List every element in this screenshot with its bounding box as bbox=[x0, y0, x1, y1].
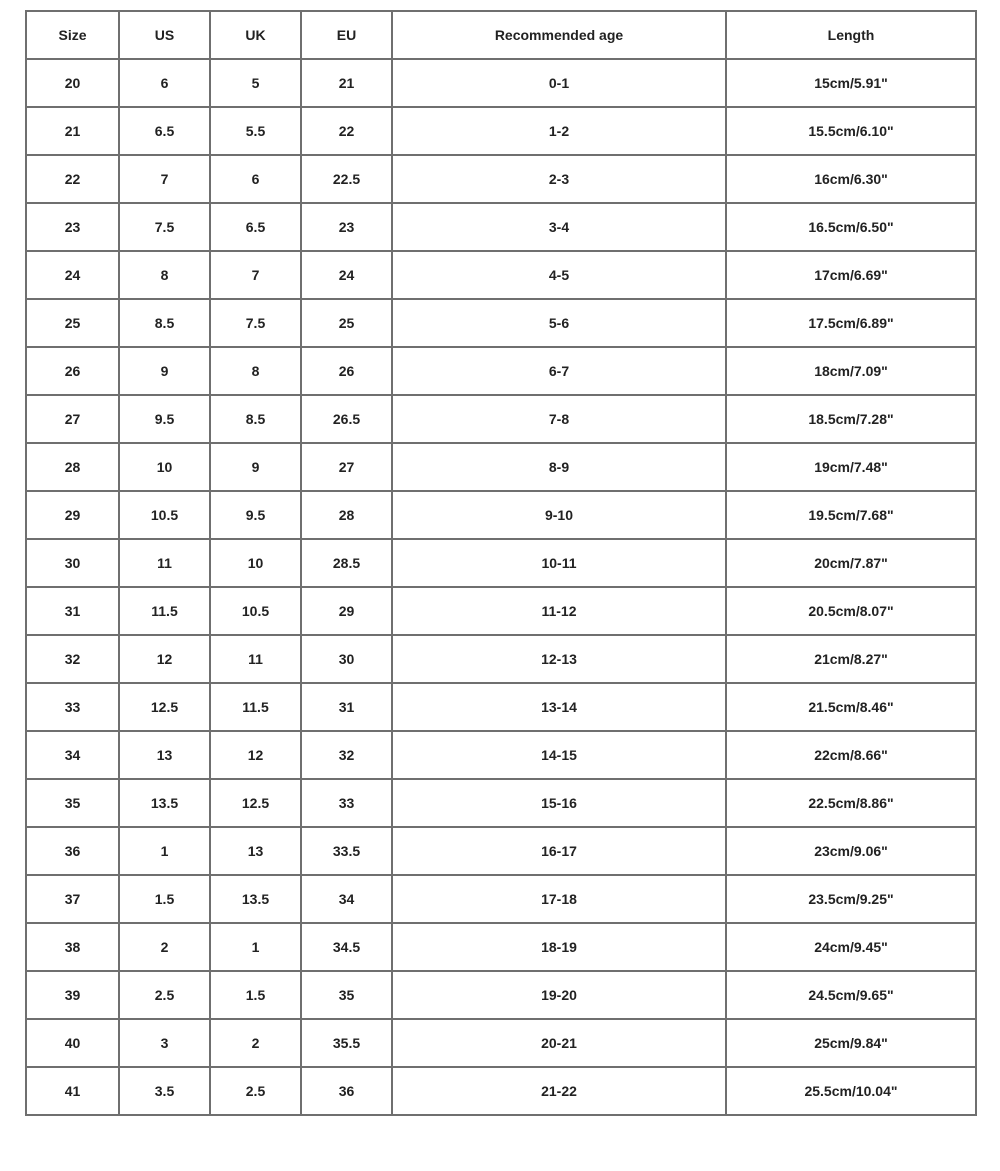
header-length: Length bbox=[726, 11, 976, 59]
size-cell: 22 bbox=[26, 155, 119, 203]
size-cell: 26 bbox=[26, 347, 119, 395]
length-cell: 17.5cm/6.89" bbox=[726, 299, 976, 347]
table-row bbox=[26, 971, 976, 1019]
length-cell: 15cm/5.91" bbox=[726, 59, 976, 107]
recommended-age-cell: 15-16 bbox=[392, 779, 726, 827]
eu-cell: 25 bbox=[301, 299, 392, 347]
table-row bbox=[26, 347, 976, 395]
uk-cell: 5.5 bbox=[210, 107, 301, 155]
us-cell: 1 bbox=[119, 827, 210, 875]
eu-cell: 33 bbox=[301, 779, 392, 827]
length-cell: 16cm/6.30" bbox=[726, 155, 976, 203]
header-uk: UK bbox=[210, 11, 301, 59]
size-cell: 29 bbox=[26, 491, 119, 539]
size-cell: 31 bbox=[26, 587, 119, 635]
recommended-age-cell: 8-9 bbox=[392, 443, 726, 491]
length-cell: 22cm/8.66" bbox=[726, 731, 976, 779]
us-cell: 9 bbox=[119, 347, 210, 395]
size-cell: 36 bbox=[26, 827, 119, 875]
table-row bbox=[26, 299, 976, 347]
us-cell: 1.5 bbox=[119, 875, 210, 923]
length-cell: 22.5cm/8.86" bbox=[726, 779, 976, 827]
eu-cell: 29 bbox=[301, 587, 392, 635]
size-cell: 37 bbox=[26, 875, 119, 923]
length-cell: 19cm/7.48" bbox=[726, 443, 976, 491]
us-cell: 6.5 bbox=[119, 107, 210, 155]
us-cell: 9.5 bbox=[119, 395, 210, 443]
uk-cell: 13.5 bbox=[210, 875, 301, 923]
eu-cell: 26 bbox=[301, 347, 392, 395]
us-cell: 12.5 bbox=[119, 683, 210, 731]
eu-cell: 31 bbox=[301, 683, 392, 731]
eu-cell: 21 bbox=[301, 59, 392, 107]
length-cell: 19.5cm/7.68" bbox=[726, 491, 976, 539]
size-cell: 41 bbox=[26, 1067, 119, 1115]
table-row bbox=[26, 539, 976, 587]
table-row bbox=[26, 683, 976, 731]
us-cell: 2.5 bbox=[119, 971, 210, 1019]
uk-cell: 12.5 bbox=[210, 779, 301, 827]
uk-cell: 2.5 bbox=[210, 1067, 301, 1115]
size-cell: 24 bbox=[26, 251, 119, 299]
length-cell: 23cm/9.06" bbox=[726, 827, 976, 875]
recommended-age-cell: 16-17 bbox=[392, 827, 726, 875]
eu-cell: 35.5 bbox=[301, 1019, 392, 1067]
us-cell: 11 bbox=[119, 539, 210, 587]
eu-cell: 33.5 bbox=[301, 827, 392, 875]
recommended-age-cell: 20-21 bbox=[392, 1019, 726, 1067]
uk-cell: 7 bbox=[210, 251, 301, 299]
recommended-age-cell: 0-1 bbox=[392, 59, 726, 107]
eu-cell: 23 bbox=[301, 203, 392, 251]
table-row bbox=[26, 875, 976, 923]
recommended-age-cell: 21-22 bbox=[392, 1067, 726, 1115]
eu-cell: 32 bbox=[301, 731, 392, 779]
length-cell: 21.5cm/8.46" bbox=[726, 683, 976, 731]
size-cell: 33 bbox=[26, 683, 119, 731]
size-cell: 25 bbox=[26, 299, 119, 347]
us-cell: 8.5 bbox=[119, 299, 210, 347]
recommended-age-cell: 17-18 bbox=[392, 875, 726, 923]
eu-cell: 22 bbox=[301, 107, 392, 155]
table-row bbox=[26, 251, 976, 299]
length-cell: 24.5cm/9.65" bbox=[726, 971, 976, 1019]
eu-cell: 34.5 bbox=[301, 923, 392, 971]
uk-cell: 12 bbox=[210, 731, 301, 779]
table-row bbox=[26, 203, 976, 251]
size-chart-table bbox=[25, 10, 977, 1116]
eu-cell: 28.5 bbox=[301, 539, 392, 587]
uk-cell: 1.5 bbox=[210, 971, 301, 1019]
eu-cell: 27 bbox=[301, 443, 392, 491]
recommended-age-cell: 6-7 bbox=[392, 347, 726, 395]
uk-cell: 1 bbox=[210, 923, 301, 971]
header-size: Size bbox=[26, 11, 119, 59]
header-recommended-age: Recommended age bbox=[392, 11, 726, 59]
uk-cell: 7.5 bbox=[210, 299, 301, 347]
uk-cell: 2 bbox=[210, 1019, 301, 1067]
size-cell: 32 bbox=[26, 635, 119, 683]
eu-cell: 26.5 bbox=[301, 395, 392, 443]
uk-cell: 9.5 bbox=[210, 491, 301, 539]
recommended-age-cell: 18-19 bbox=[392, 923, 726, 971]
uk-cell: 13 bbox=[210, 827, 301, 875]
size-cell: 39 bbox=[26, 971, 119, 1019]
recommended-age-cell: 11-12 bbox=[392, 587, 726, 635]
size-cell: 30 bbox=[26, 539, 119, 587]
size-cell: 34 bbox=[26, 731, 119, 779]
size-cell: 21 bbox=[26, 107, 119, 155]
us-cell: 3.5 bbox=[119, 1067, 210, 1115]
us-cell: 10 bbox=[119, 443, 210, 491]
length-cell: 25cm/9.84" bbox=[726, 1019, 976, 1067]
uk-cell: 6.5 bbox=[210, 203, 301, 251]
size-cell: 27 bbox=[26, 395, 119, 443]
us-cell: 11.5 bbox=[119, 587, 210, 635]
eu-cell: 36 bbox=[301, 1067, 392, 1115]
recommended-age-cell: 12-13 bbox=[392, 635, 726, 683]
uk-cell: 6 bbox=[210, 155, 301, 203]
recommended-age-cell: 7-8 bbox=[392, 395, 726, 443]
table-row bbox=[26, 827, 976, 875]
recommended-age-cell: 14-15 bbox=[392, 731, 726, 779]
us-cell: 7 bbox=[119, 155, 210, 203]
us-cell: 2 bbox=[119, 923, 210, 971]
table-row bbox=[26, 395, 976, 443]
header-us: US bbox=[119, 11, 210, 59]
eu-cell: 28 bbox=[301, 491, 392, 539]
us-cell: 8 bbox=[119, 251, 210, 299]
uk-cell: 9 bbox=[210, 443, 301, 491]
eu-cell: 35 bbox=[301, 971, 392, 1019]
recommended-age-cell: 9-10 bbox=[392, 491, 726, 539]
length-cell: 18.5cm/7.28" bbox=[726, 395, 976, 443]
table-row bbox=[26, 779, 976, 827]
us-cell: 13.5 bbox=[119, 779, 210, 827]
uk-cell: 8 bbox=[210, 347, 301, 395]
us-cell: 12 bbox=[119, 635, 210, 683]
table-row bbox=[26, 155, 976, 203]
eu-cell: 24 bbox=[301, 251, 392, 299]
size-cell: 28 bbox=[26, 443, 119, 491]
eu-cell: 34 bbox=[301, 875, 392, 923]
uk-cell: 11 bbox=[210, 635, 301, 683]
recommended-age-cell: 5-6 bbox=[392, 299, 726, 347]
table-row bbox=[26, 1067, 976, 1115]
table-row bbox=[26, 107, 976, 155]
size-cell: 40 bbox=[26, 1019, 119, 1067]
table-row bbox=[26, 1019, 976, 1067]
table-row bbox=[26, 731, 976, 779]
table-row bbox=[26, 59, 976, 107]
size-cell: 35 bbox=[26, 779, 119, 827]
uk-cell: 10 bbox=[210, 539, 301, 587]
us-cell: 7.5 bbox=[119, 203, 210, 251]
uk-cell: 10.5 bbox=[210, 587, 301, 635]
recommended-age-cell: 10-11 bbox=[392, 539, 726, 587]
us-cell: 10.5 bbox=[119, 491, 210, 539]
table-row bbox=[26, 491, 976, 539]
length-cell: 23.5cm/9.25" bbox=[726, 875, 976, 923]
recommended-age-cell: 2-3 bbox=[392, 155, 726, 203]
recommended-age-cell: 19-20 bbox=[392, 971, 726, 1019]
eu-cell: 30 bbox=[301, 635, 392, 683]
size-cell: 38 bbox=[26, 923, 119, 971]
length-cell: 25.5cm/10.04" bbox=[726, 1067, 976, 1115]
length-cell: 16.5cm/6.50" bbox=[726, 203, 976, 251]
header-eu: EU bbox=[301, 11, 392, 59]
length-cell: 15.5cm/6.10" bbox=[726, 107, 976, 155]
size-cell: 23 bbox=[26, 203, 119, 251]
table-row bbox=[26, 443, 976, 491]
length-cell: 17cm/6.69" bbox=[726, 251, 976, 299]
table-body bbox=[26, 59, 976, 1115]
length-cell: 21cm/8.27" bbox=[726, 635, 976, 683]
table-row bbox=[26, 587, 976, 635]
length-cell: 20.5cm/8.07" bbox=[726, 587, 976, 635]
eu-cell: 22.5 bbox=[301, 155, 392, 203]
recommended-age-cell: 1-2 bbox=[392, 107, 726, 155]
uk-cell: 8.5 bbox=[210, 395, 301, 443]
length-cell: 20cm/7.87" bbox=[726, 539, 976, 587]
header-row bbox=[26, 11, 976, 59]
us-cell: 6 bbox=[119, 59, 210, 107]
table-row bbox=[26, 635, 976, 683]
recommended-age-cell: 4-5 bbox=[392, 251, 726, 299]
us-cell: 13 bbox=[119, 731, 210, 779]
uk-cell: 5 bbox=[210, 59, 301, 107]
recommended-age-cell: 3-4 bbox=[392, 203, 726, 251]
length-cell: 18cm/7.09" bbox=[726, 347, 976, 395]
size-cell: 20 bbox=[26, 59, 119, 107]
length-cell: 24cm/9.45" bbox=[726, 923, 976, 971]
recommended-age-cell: 13-14 bbox=[392, 683, 726, 731]
us-cell: 3 bbox=[119, 1019, 210, 1067]
table-row bbox=[26, 923, 976, 971]
uk-cell: 11.5 bbox=[210, 683, 301, 731]
